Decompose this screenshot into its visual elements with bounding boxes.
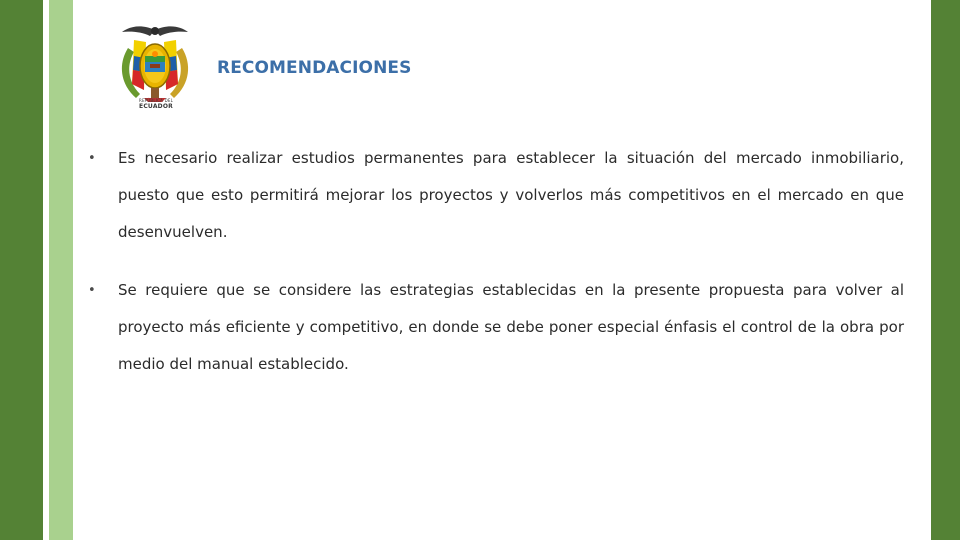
emblem-caption-small: REPÚBLICA DEL: [138, 98, 174, 103]
bullet-text: Se requiere que se considere las estrategias establecidas en la presente propuesta para volver al proyecto más eficiente y competitivo, en donde se debe poner especial énfasis el control de la obra por medio del manual establecido.: [118, 281, 904, 373]
left-dark-green-bar: [0, 0, 43, 540]
slide-title: RECOMENDACIONES: [217, 58, 412, 78]
left-light-green-bar: [49, 0, 73, 540]
bullet-text: Es necesario realizar estudios permanentes para establecer la situación del mercado inmobiliario, puesto que esto permitirá mejorar los proyectos y volverlos más competitivos en el mercado en que desenvuelven.: [118, 149, 904, 241]
emblem-caption-country: ECUADOR: [139, 103, 173, 110]
right-dark-green-bar: [931, 0, 960, 540]
bullet-list: [88, 140, 904, 404]
bullet-dot-icon: •: [88, 283, 96, 298]
emblem-caption: [133, 98, 179, 110]
bullet-item: [88, 140, 904, 251]
bullet-dot-icon: •: [88, 151, 96, 166]
bullet-item: [88, 272, 904, 383]
